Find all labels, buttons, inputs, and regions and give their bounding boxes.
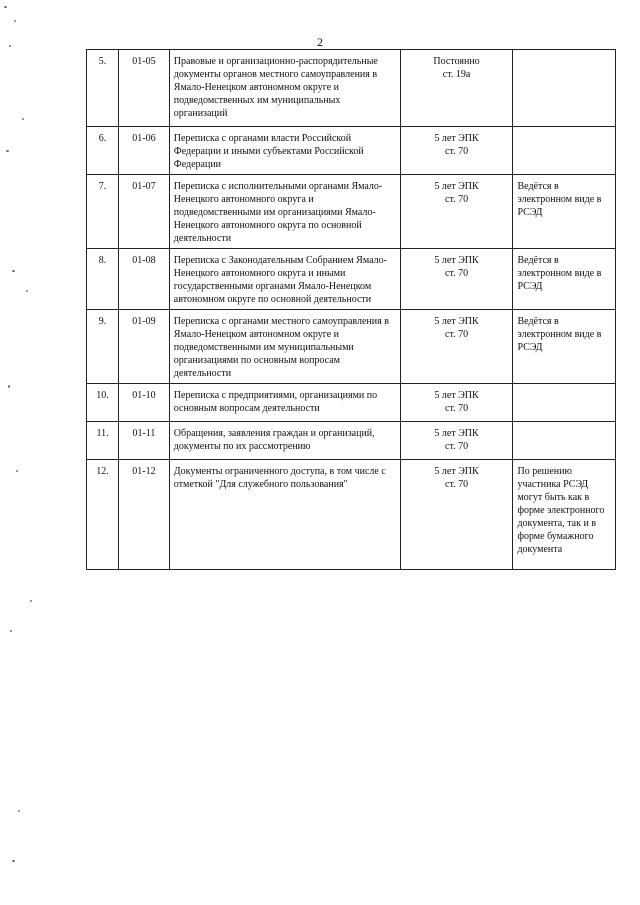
case-title: Переписка с органами власти Российской Федерации и иными субъектами Российской Федерации <box>169 127 400 175</box>
table-row <box>87 249 616 310</box>
row-number: 5. <box>87 50 119 127</box>
row-number: 10. <box>87 384 119 422</box>
retention-term <box>400 127 513 175</box>
case-title: Переписка с органами местного самоуправления в Ямало-Ненецком автономном округе и подведомственными им муниципальными организациями по основным вопросам деятельности <box>169 310 400 384</box>
scan-speck <box>12 270 15 272</box>
scan-speck <box>8 385 10 388</box>
table-row <box>87 460 616 570</box>
case-note <box>513 422 616 460</box>
case-index: 01-06 <box>119 127 170 175</box>
row-number: 9. <box>87 310 119 384</box>
table-row <box>87 384 616 422</box>
retention-article: ст. 70 <box>445 194 469 205</box>
retention-period: 5 лет ЭПК <box>434 181 479 192</box>
row-number: 7. <box>87 175 119 249</box>
nomenclature-table <box>86 49 616 570</box>
scan-speck <box>12 860 15 862</box>
retention-term <box>400 384 513 422</box>
retention-period: 5 лет ЭПК <box>434 466 479 477</box>
retention-article: ст. 70 <box>445 329 469 340</box>
case-note <box>513 50 616 127</box>
retention-article: ст. 70 <box>445 268 469 279</box>
row-number: 11. <box>87 422 119 460</box>
retention-period: 5 лет ЭПК <box>434 255 479 266</box>
case-note: Ведётся в электронном виде в РСЭД <box>513 310 616 384</box>
table-row <box>87 50 616 127</box>
scan-speck <box>30 600 32 602</box>
retention-period: Постоянно <box>433 56 480 67</box>
scan-speck <box>22 118 24 120</box>
retention-article: ст. 70 <box>445 479 469 490</box>
table-row <box>87 310 616 384</box>
case-index: 01-05 <box>119 50 170 127</box>
retention-term <box>400 50 513 127</box>
case-note <box>513 384 616 422</box>
case-index: 01-07 <box>119 175 170 249</box>
case-note <box>513 127 616 175</box>
retention-period: 5 лет ЭПК <box>434 316 479 327</box>
case-title: Переписка с Законодательным Собранием Ямало-Ненецкого автономного округа и иными государственными органами Ямало-Ненецком автономном округе по основной деятельности <box>169 249 400 310</box>
retention-term <box>400 422 513 460</box>
retention-term <box>400 460 513 570</box>
scan-speck <box>6 150 9 152</box>
case-note: Ведётся в электронном виде в РСЭД <box>513 249 616 310</box>
retention-period: 5 лет ЭПК <box>434 428 479 439</box>
row-number: 6. <box>87 127 119 175</box>
retention-term <box>400 249 513 310</box>
retention-article: ст. 19а <box>442 69 471 80</box>
table-row <box>87 127 616 175</box>
table-row <box>87 175 616 249</box>
retention-article: ст. 70 <box>445 403 469 414</box>
scan-speck <box>16 470 18 472</box>
row-number: 8. <box>87 249 119 310</box>
scan-speck <box>4 6 7 8</box>
case-index: 01-11 <box>119 422 170 460</box>
retention-article: ст. 70 <box>445 146 469 157</box>
case-title: Переписка с предприятиями, организациями по основным вопросам деятельности <box>169 384 400 422</box>
case-note: По решению участника РСЭД могут быть как в форме электронного документа, так и в форме бумажного документа <box>513 460 616 570</box>
scan-speck <box>18 810 20 812</box>
scan-speck <box>26 290 28 292</box>
case-note: Ведётся в электронном виде в РСЭД <box>513 175 616 249</box>
case-index: 01-08 <box>119 249 170 310</box>
case-index: 01-09 <box>119 310 170 384</box>
case-title: Правовые и организационно-распорядительные документы органов местного самоуправления в Ямало-Ненецком автономном округе и подведомственных им муниципальных организаций <box>169 50 400 127</box>
case-title: Переписка с исполнительными органами Ямало-Ненецкого автономного округа и подведомственными им организациями Ямало-Ненецкого автономного округа по основной деятельности <box>169 175 400 249</box>
retention-period: 5 лет ЭПК <box>434 390 479 401</box>
scan-speck <box>10 630 12 632</box>
case-title: Документы ограниченного доступа, в том числе с отметкой "Для служебного пользования" <box>169 460 400 570</box>
retention-term <box>400 175 513 249</box>
retention-period: 5 лет ЭПК <box>434 133 479 144</box>
case-title: Обращения, заявления граждан и организаций, документы по их рассмотрению <box>169 422 400 460</box>
page-number: 2 <box>317 35 323 49</box>
retention-article: ст. 70 <box>445 441 469 452</box>
case-index: 01-12 <box>119 460 170 570</box>
table-row <box>87 422 616 460</box>
scan-speck <box>9 45 11 47</box>
row-number: 12. <box>87 460 119 570</box>
case-index: 01-10 <box>119 384 170 422</box>
scan-speck <box>14 20 16 22</box>
retention-term <box>400 310 513 384</box>
